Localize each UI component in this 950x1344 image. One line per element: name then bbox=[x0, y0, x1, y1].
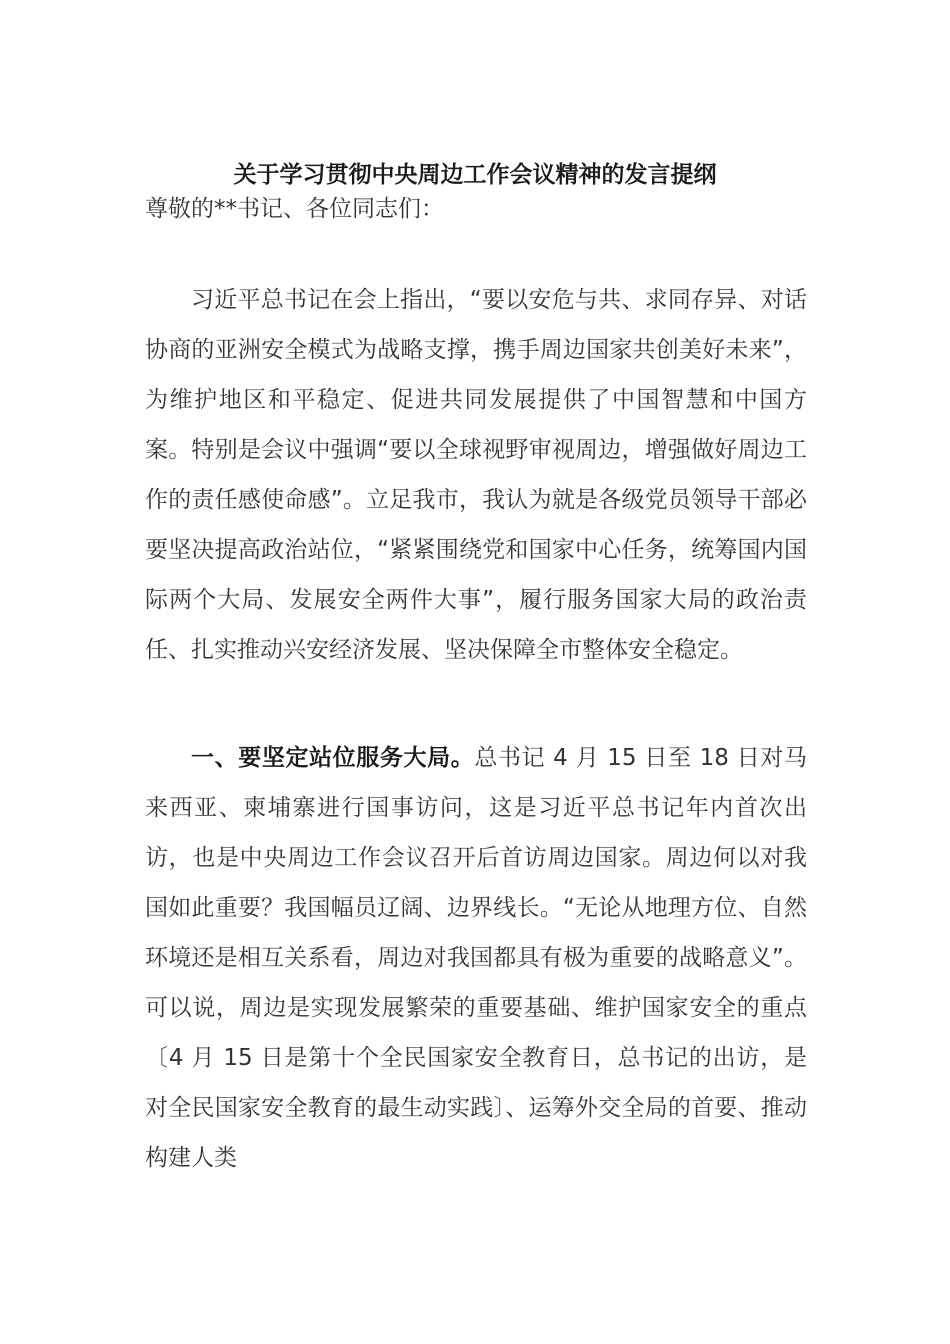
paragraph-body: 习近平总书记在会上指出，“要以安危与共、求同存异、对话协商的亚洲安全模式为战略支撑，携手周边国家共创美好未来”，为维护地区和平稳定、促进共同发展提供了中国智慧和中国方案。特别是会议中强调“要以全球视野审视周边，增强做好周边工作的责任感使命感”。立足我市，我认为就是各级党员领导干部必要坚决提高政治站位，“紧紧围绕党和国家中心任务，统筹国内国际两个大局、发展安全两件大事”，履行服务国家大局的政治责任、扎实推动兴安经济发展、坚决保障全市整体安全稳定。 bbox=[145, 287, 807, 663]
document-title: 关于学习贯彻中央周边工作会议精神的发言提纲 bbox=[233, 162, 717, 188]
paragraph-body: 总书记 4 月 15 日至 18 日对马来西亚、柬埔寨进行国事访问，这是习近平总书记年内首次出访，也是中央周边工作会议召开后首访周边国家。周边何以对我国如此重要？我国幅员辽阔、边界线长。“无论从地理方位、自然环境还是相互关系看，周边对我国都具有极为重要的战略意义”。可以说，周边是实现发展繁荣的重要基础、维护国家安全的重点〔4 月 15 日是第十个全民国家安全教育日，总书记的出访，是对全民国家安全教育的最生动实践〕、运筹外交全局的首要、推动构建人类 bbox=[145, 745, 807, 1171]
paragraph-section-one bbox=[145, 733, 807, 1183]
section-heading: 一、要坚定站位服务大局。 bbox=[191, 745, 475, 771]
paragraph-intro bbox=[145, 275, 807, 675]
salutation: 尊敬的**书记、各位同志们： bbox=[145, 196, 444, 222]
